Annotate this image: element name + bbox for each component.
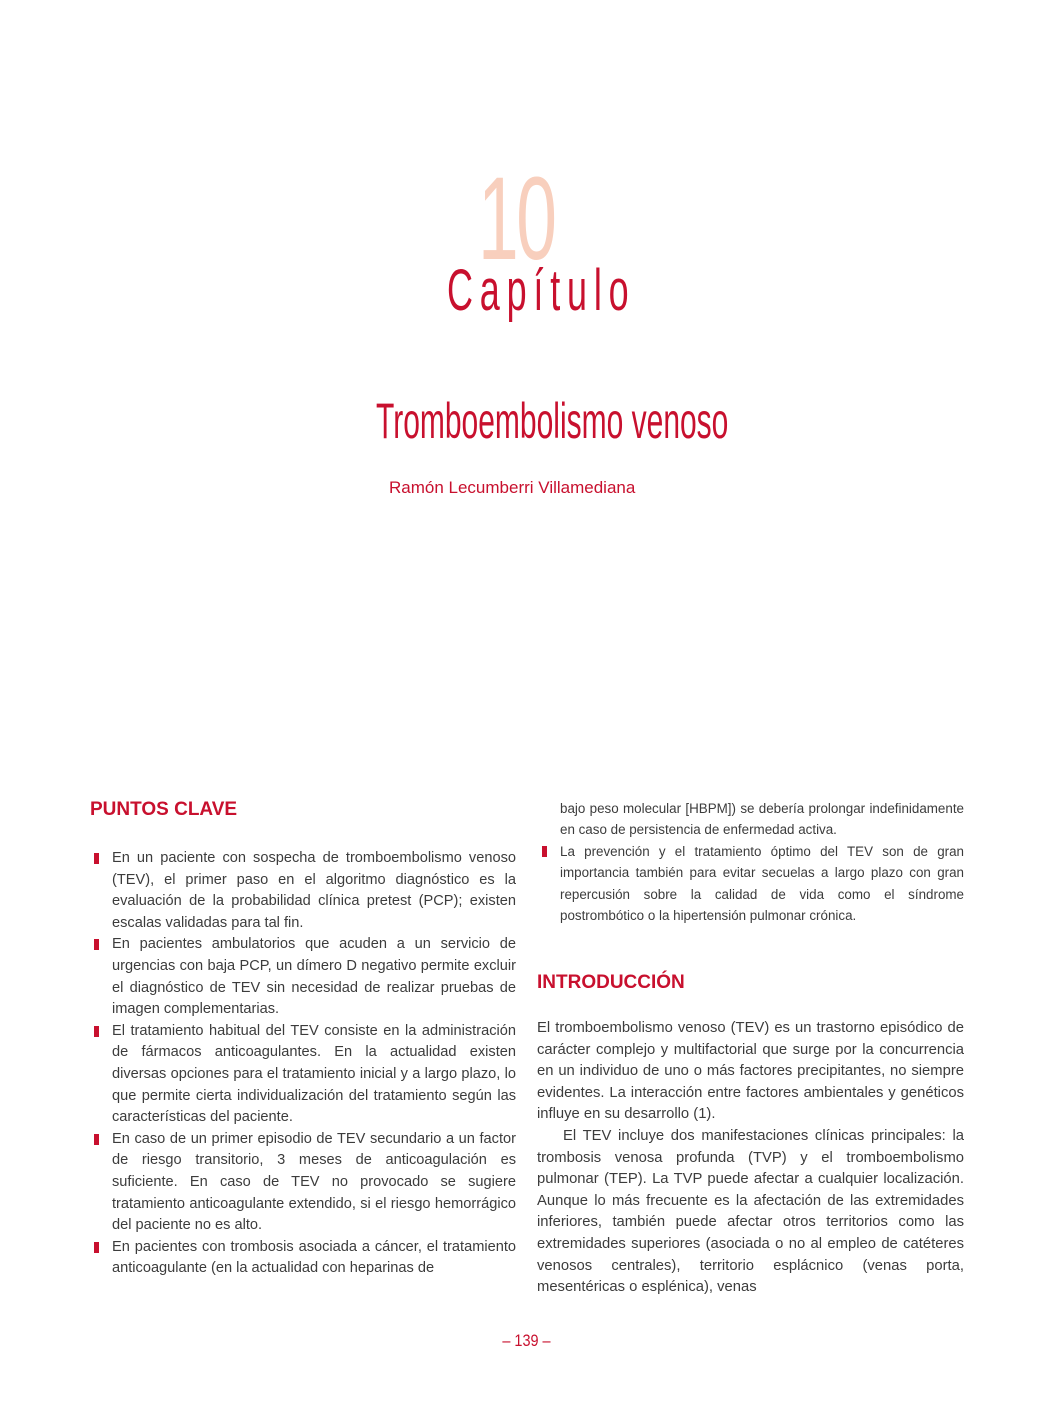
paragraph: El TEV incluye dos manifestaciones clínicas principales: la trombosis venosa profunda (TVP) y el tromboembolismo pulmonar (TEP). La TVP puede afectar a cualquier localización. Aunque lo más frecuente es la afectación de las extremidades inferiores, también puede afectar otros territorios como las extremidades superiores (asociada o no al empleo de catéteres venosos centrales), territorio esplácnico (venas porta, mesentéricas o esplénica), venas — [537, 1127, 964, 1296]
chapter-author: Ramón Lecumberri Villamediana — [389, 478, 636, 497]
puntos-clave-list-continued — [560, 798, 964, 926]
page-number: – 139 – — [502, 1331, 551, 1350]
list-item: En pacientes ambulatorios que acuden a un servicio de urgencias con baja PCP, un dímero D negativo permite excluir el diagnóstico de TEV sin necesidad de realizar pruebas de imagen complementarias. — [112, 934, 516, 1020]
chapter-title: Tromboembolismo venoso — [376, 393, 729, 449]
puntos-clave-list — [112, 848, 516, 1280]
chapter-label: Capítulo — [447, 258, 636, 323]
list-item: En un paciente con sospecha de tromboembolismo venoso (TEV), el primer paso en el algoritmo diagnóstico es la evaluación de la probabilidad clínica pretest (PCP); existen escalas validadas para tal fin. — [112, 848, 516, 934]
puntos-clave-heading: PUNTOS CLAVE — [90, 799, 238, 820]
introduccion-body — [537, 1018, 964, 1299]
introduccion-heading: INTRODUCCIÓN — [537, 972, 685, 993]
list-item: En pacientes con trombosis asociada a cáncer, el tratamiento anticoagulante (en la actualidad con heparinas de — [112, 1237, 516, 1280]
paragraph: El tromboembolismo venoso (TEV) es un trastorno episódico de carácter complejo y multifactorial que surge por la concurrencia en un individuo de uno o más factores precipitantes, no siempre evidentes. La interacción entre factores ambientales y genéticos influye en su desarrollo (1). — [537, 1020, 964, 1123]
list-item: bajo peso molecular [HBPM]) se debería prolongar indefinidamente en caso de persistencia de enfermedad activa. — [560, 801, 964, 838]
list-item: En caso de un primer episodio de TEV secundario a un factor de riesgo transitorio, 3 meses de anticoagulación es suficiente. En caso de TEV no provocado se sugiere tratamiento anticoagulante extendido, si el riesgo hemorrágico del paciente no es alto. — [112, 1129, 516, 1237]
list-item: La prevención y el tratamiento óptimo del TEV son de gran importancia también para evitar secuelas a largo plazo con gran repercusión sobre la calidad de vida como el síndrome postrombótico o la hipertensión pulmonar crónica. — [560, 841, 964, 927]
list-item: El tratamiento habitual del TEV consiste en la administración de fármacos anticoagulantes. En la actualidad existen diversas opciones para el tratamiento inicial y a largo plazo, lo que permite cierta individualización del tratamiento según las características del paciente. — [112, 1021, 516, 1129]
chapter-number: 10 — [478, 153, 555, 285]
